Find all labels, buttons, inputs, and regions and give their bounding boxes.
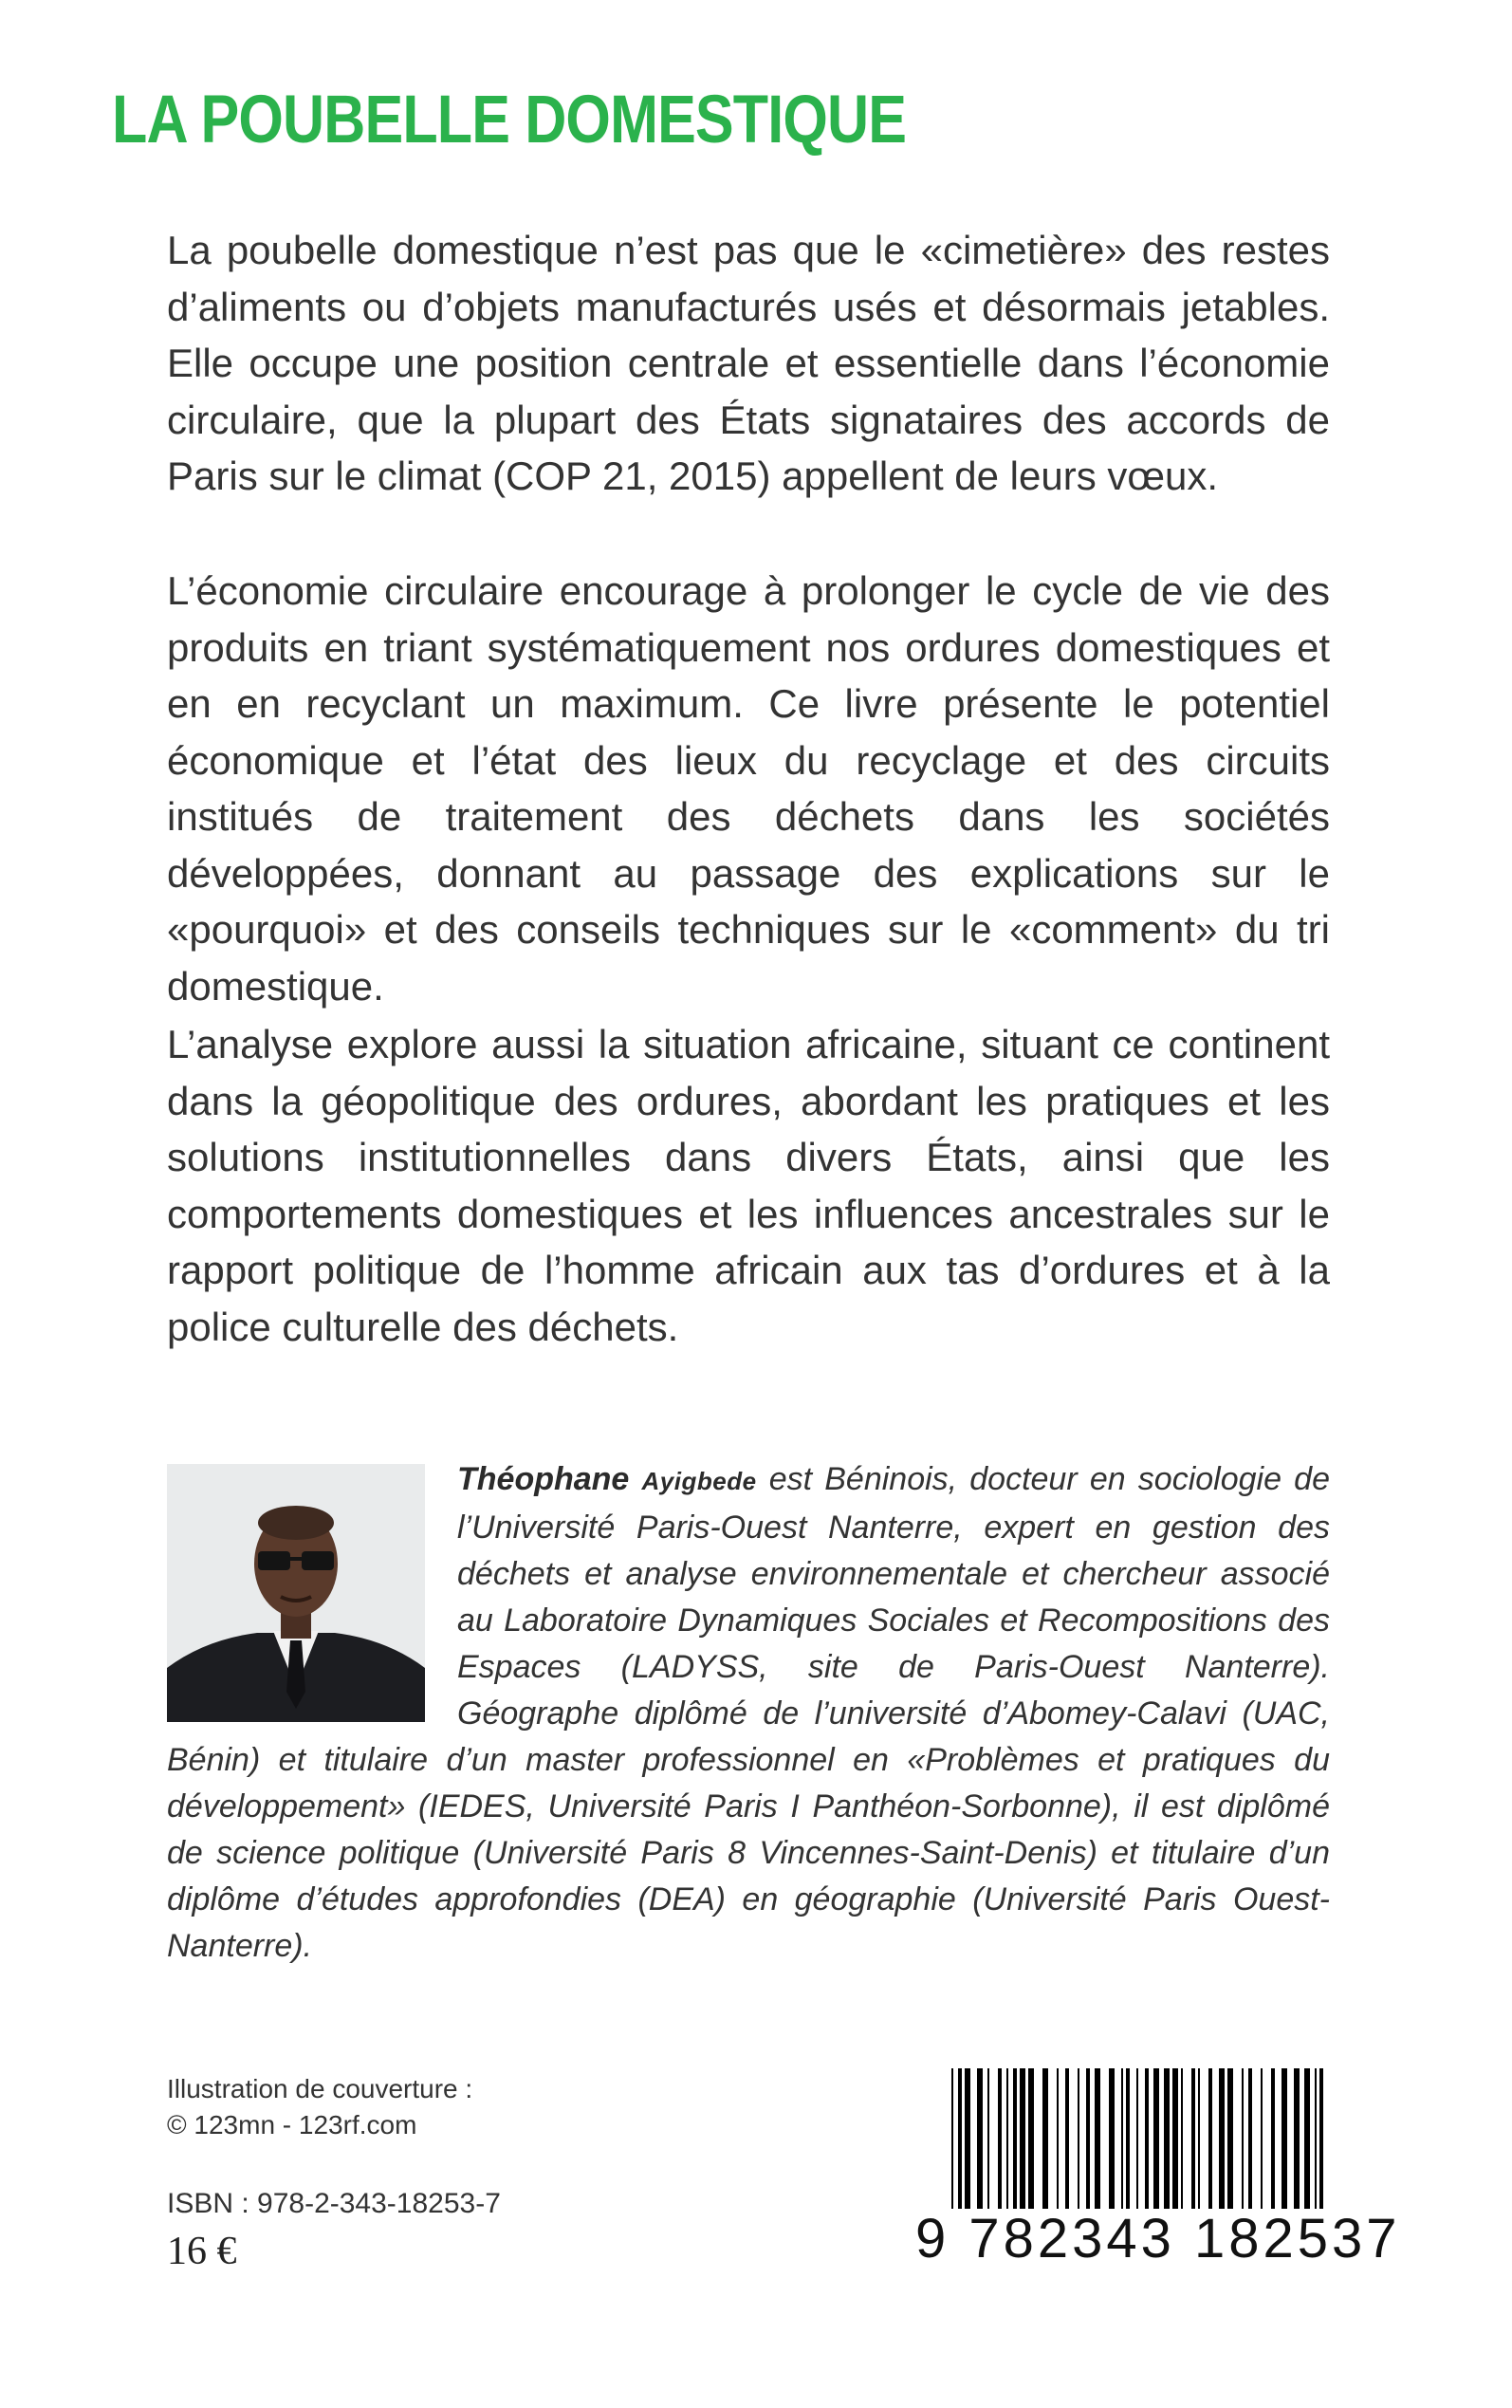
barcode-bar	[1153, 2068, 1159, 2211]
barcode-bar	[1248, 2068, 1252, 2211]
barcode-bar	[1227, 2068, 1233, 2211]
cover-credit-label: Illustration de couverture :	[167, 2074, 473, 2103]
author-photo	[167, 1464, 425, 1722]
barcode-digits: 9 782343 182537	[915, 2208, 1401, 2269]
barcode-bar	[1145, 2068, 1149, 2211]
barcode-bar	[1219, 2068, 1225, 2211]
barcode-bar	[1181, 2068, 1183, 2211]
barcode-bar	[1065, 2068, 1069, 2211]
barcode-bar	[987, 2068, 989, 2211]
barcode-bar	[1020, 2068, 1025, 2211]
barcode-bar	[1315, 2068, 1317, 2211]
cover-credit-value: © 123mn - 123rf.com	[167, 2110, 417, 2139]
barcode-bar	[1095, 2068, 1100, 2211]
barcode-bar	[1294, 2068, 1300, 2211]
author-bio-text: est Béninois, docteur en sociologie de l’Université Paris-Ouest Nanterre, expert en gestion des déchets et analyse environnementale et chercheur associé au Laboratoire Dynamiques Sociales et Recompositions des Espaces (LADYSS, site de Paris-Ouest Nanterre). Géographe diplômé de l’université d’Abomey-Calavi (UAC, Bénin) et titulaire d’un master professionnel en «Problèmes et pratiques du développement» (IEDES, Université Paris I Panthéon-Sorbonne), il est diplômé de science politique (Université Paris 8 Vincennes-Saint-Denis) et titulaire d’un diplôme d’études approfondies (DEA) en géographie (Université Paris Ouest-Nanterre).	[167, 1461, 1330, 1964]
barcode-bar	[958, 2068, 962, 2211]
barcode-bar	[977, 2068, 983, 2211]
summary-paragraph-2: L’économie circulaire encourage à prolonger le cycle de vie des produits en triant systématiquement nos ordures domestiques et en en recyclant un maximum. Ce livre présente le potentiel économique et l’état des lieux du recyclage et des circuits institués de traitement des déchets dans les sociétés développées, donnant au passage des explications sur le «pourquoi» et des conseils techniques sur le «comment» du tri domestique.	[167, 568, 1330, 1009]
author-bio	[167, 1456, 1330, 1970]
barcode-bar	[1086, 2068, 1090, 2211]
author-name: Théophane Ayigbede	[457, 1461, 757, 1497]
barcode-bar	[1028, 2068, 1034, 2211]
isbn: ISBN : 978-2-343-18253-7	[167, 2188, 501, 2219]
price: 16 €	[167, 2230, 237, 2273]
barcode-bar	[1208, 2068, 1212, 2211]
book-title: LA POUBELLE DOMESTIQUE	[112, 83, 907, 157]
barcode-bar	[1164, 2068, 1170, 2211]
barcode-bar	[1136, 2068, 1138, 2211]
barcode-bar	[998, 2068, 1002, 2211]
summary-paragraph-1: La poubelle domestique n’est pas que le «cimetière» des restes d’aliments ou d’objets manufacturés usés et désormais jetables. Elle occupe une position centrale et essentielle dans l’économie circulaire, que la plupart des États signataires des accords de Paris sur le climat (COP 21, 2015) appellent de leurs vœux.	[167, 228, 1330, 498]
summary-paragraph-3: L’analyse explore aussi la situation africaine, situant ce continent dans la géopolitique des ordures, abordant les pratiques et les solutions institutionnelles dans divers États, ainsi que les comportements domestiques et les influences ancestrales sur le rapport politique de l’homme africain aux tas d’ordures et à la police culturelle des déchets.	[167, 1022, 1330, 1349]
barcode-bar	[1261, 2068, 1263, 2211]
barcode-bar	[1242, 2068, 1244, 2211]
barcode-bar	[1006, 2068, 1008, 2211]
barcode-bar	[1078, 2068, 1079, 2211]
barcode-bar	[1271, 2068, 1275, 2211]
barcode-bar	[1172, 2068, 1178, 2211]
barcode-bar	[1304, 2068, 1310, 2211]
barcode-bar	[1109, 2068, 1115, 2211]
barcode-bar	[965, 2068, 970, 2211]
barcode-bar	[1191, 2068, 1195, 2211]
barcode-bar	[1282, 2068, 1287, 2211]
barcode-bar	[1013, 2068, 1017, 2211]
barcode-bar	[1057, 2068, 1059, 2211]
barcode-bar	[1042, 2068, 1048, 2211]
barcode-bar	[1198, 2068, 1200, 2211]
